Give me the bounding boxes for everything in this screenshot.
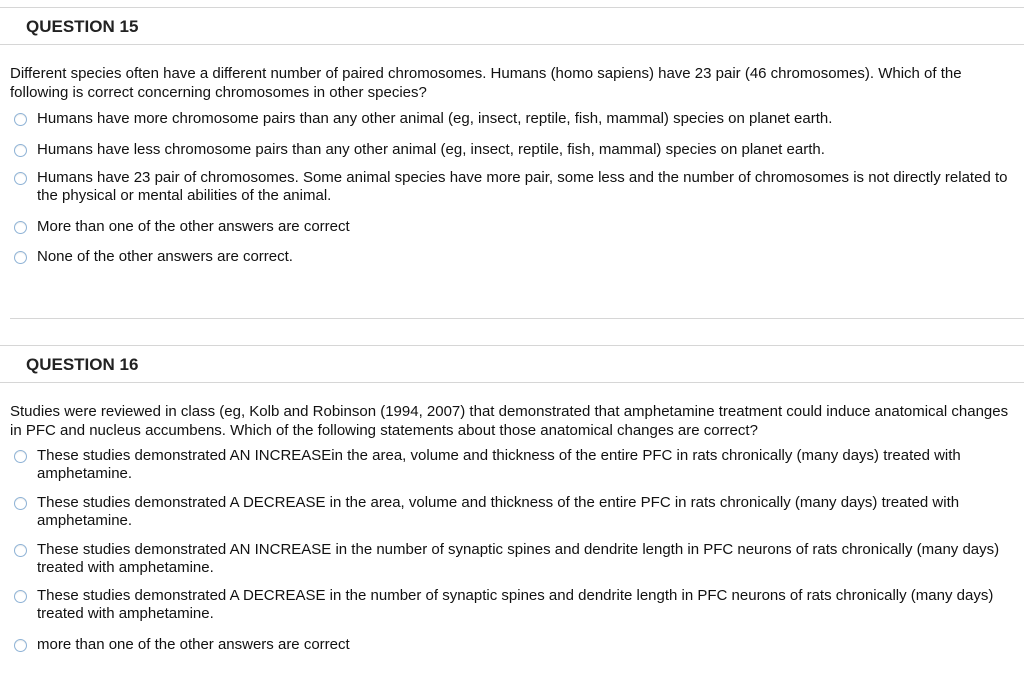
option-label: Humans have 23 pair of chromosomes. Some animal species have more pair, some less and the number of chromosomes is not directly related to the physical or mental abilities of the animal. — [37, 169, 1008, 204]
radio-button[interactable] — [14, 221, 27, 234]
option-label: These studies demonstrated AN INCREASEin the area, volume and thickness of the entire PFC in rats chronically (many days) treated with amphetamine. — [37, 447, 961, 482]
option-label: These studies demonstrated A DECREASE in the area, volume and thickness of the entire PFC in rats chronically (many days) treated with amphetamine. — [37, 494, 960, 529]
q15-option-4[interactable] — [14, 218, 1019, 236]
question-15-header — [0, 7, 1024, 45]
option-label: These studies demonstrated A DECREASE in the number of synaptic spines and dendrite length in PFC neurons of rats chronically (many days) treated with amphetamine. — [37, 587, 994, 622]
radio-button[interactable] — [14, 639, 27, 652]
option-label: Humans have more chromosome pairs than any other animal (eg, insect, reptile, fish, mammal) species on planet earth. — [37, 110, 833, 127]
q16-option-1[interactable] — [14, 447, 1019, 483]
q15-option-5[interactable] — [14, 248, 1019, 266]
question-15-text: Different species often have a different number of paired chromosomes. Humans (homo sapiens) have 23 pair (46 chromosomes). Which of the following is correct concerning chromosomes in other species? — [10, 65, 962, 101]
radio-button[interactable] — [14, 450, 27, 463]
option-label: These studies demonstrated AN INCREASE in the number of synaptic spines and dendrite length in PFC neurons of rats chronically (many days) treated with amphetamine. — [37, 541, 1000, 576]
radio-button[interactable] — [14, 590, 27, 603]
radio-button[interactable] — [14, 251, 27, 264]
q16-option-2[interactable] — [14, 494, 1019, 530]
question-15-title: QUESTION 15 — [26, 17, 139, 36]
question-16-header — [0, 345, 1024, 383]
option-label: None of the other answers are correct. — [37, 248, 293, 265]
radio-button[interactable] — [14, 544, 27, 557]
q16-option-5[interactable] — [14, 636, 1019, 654]
question-16-title: QUESTION 16 — [26, 355, 139, 374]
radio-button[interactable] — [14, 113, 27, 126]
option-label: more than one of the other answers are correct — [37, 636, 350, 653]
radio-button[interactable] — [14, 172, 27, 185]
q15-option-1[interactable] — [14, 110, 1019, 128]
q16-option-3[interactable] — [14, 541, 1019, 577]
option-label: Humans have less chromosome pairs than any other animal (eg, insect, reptile, fish, mammal) species on planet earth. — [37, 141, 825, 158]
option-label: More than one of the other answers are correct — [37, 218, 350, 235]
question-16-text: Studies were reviewed in class (eg, Kolb and Robinson (1994, 2007) that demonstrated that amphetamine treatment could induce anatomical changes in PFC and nucleus accumbens. Which of the following statements about those anatomical changes are correct? — [10, 403, 1009, 439]
radio-button[interactable] — [14, 497, 27, 510]
q15-option-2[interactable] — [14, 141, 1019, 159]
q16-option-4[interactable] — [14, 587, 1019, 623]
radio-button[interactable] — [14, 144, 27, 157]
q15-option-3[interactable] — [14, 169, 1019, 205]
question-divider — [10, 318, 1024, 319]
